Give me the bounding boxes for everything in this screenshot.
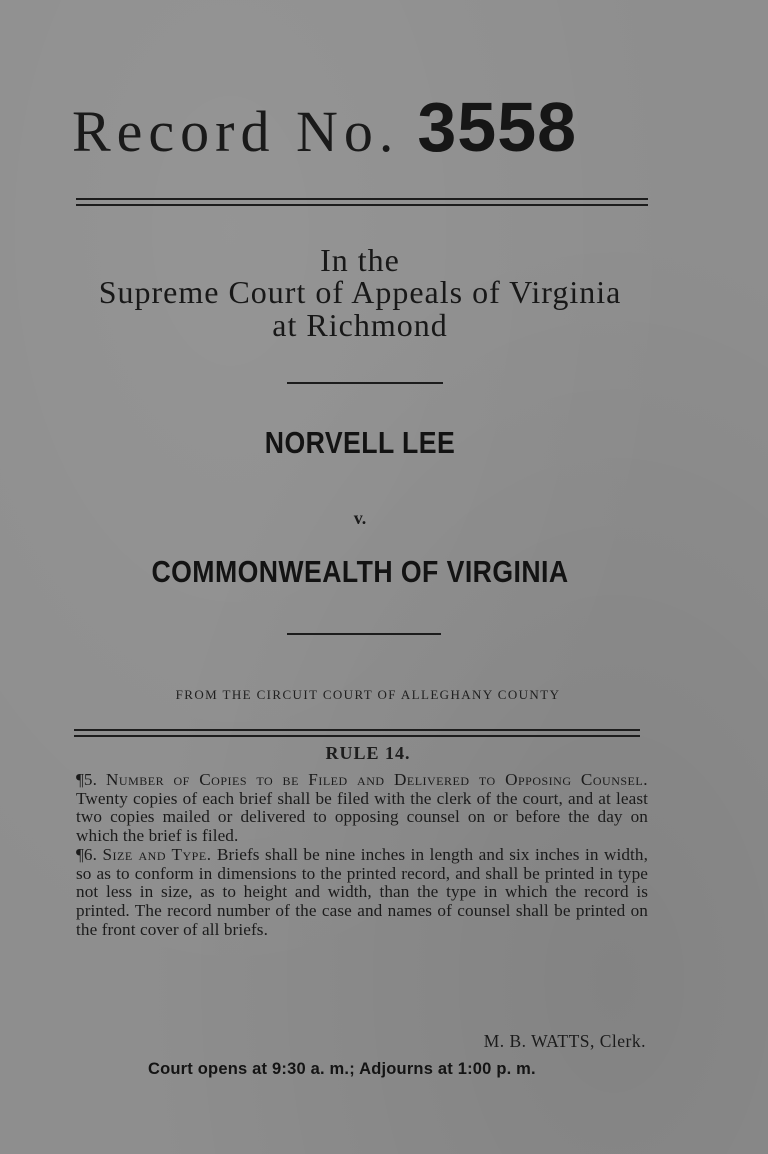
paragraph-5-mark: ¶5. <box>76 770 97 789</box>
divider-rule-lower <box>287 633 441 635</box>
rule-heading: RULE 14. <box>325 743 411 763</box>
court-intro-line: In the <box>320 242 400 278</box>
bottom-double-rule <box>74 729 640 737</box>
court-hours: Court opens at 9:30 a. m.; Adjourns at 1:00 p. m. <box>148 1060 536 1078</box>
record-title <box>72 88 692 166</box>
versus-label: v. <box>353 508 367 528</box>
paragraph-5-caption: Number of Copies to be Filed and Delivered to Opposing Counsel. <box>105 770 648 789</box>
court-location: at Richmond <box>272 307 448 343</box>
paragraph-5-text: Twenty copies of each brief shall be filed with the clerk of the court, and at least two copies mailed or delivered to opposing counsel on or before the day on which the brief is filed. <box>76 788 648 846</box>
paragraph-6-caption: Size and Type. <box>102 844 212 864</box>
origin-court: FROM THE CIRCUIT COURT OF ALLEGHANY COUNTY <box>175 687 561 702</box>
appellee-name: COMMONWEALTH OF VIRGINIA <box>151 554 569 589</box>
paragraph-6-text: Briefs shall be nine inches in length and six inches in width, so as to conform in dimensions to the printed record, and shall be printed in type not less in size, as to height and width, than the type in which the record is printed. The record number of the case and names of counsel shall be printed on the front cover of all briefs. <box>76 844 649 939</box>
appellant-name: NORVELL LEE <box>264 425 456 460</box>
rule-body <box>76 771 648 939</box>
rule-paragraph-5 <box>76 771 648 846</box>
rule-paragraph-6 <box>76 846 648 940</box>
top-double-rule <box>76 198 648 206</box>
court-name: Supreme Court of Appeals of Virginia <box>98 274 622 310</box>
paragraph-6-mark: ¶6. <box>76 844 97 864</box>
record-number: 3558 <box>417 88 578 166</box>
record-label: Record No. <box>72 99 400 164</box>
divider-rule-upper <box>287 382 443 384</box>
clerk-signature: M. B. WATTS, Clerk. <box>483 1031 646 1051</box>
